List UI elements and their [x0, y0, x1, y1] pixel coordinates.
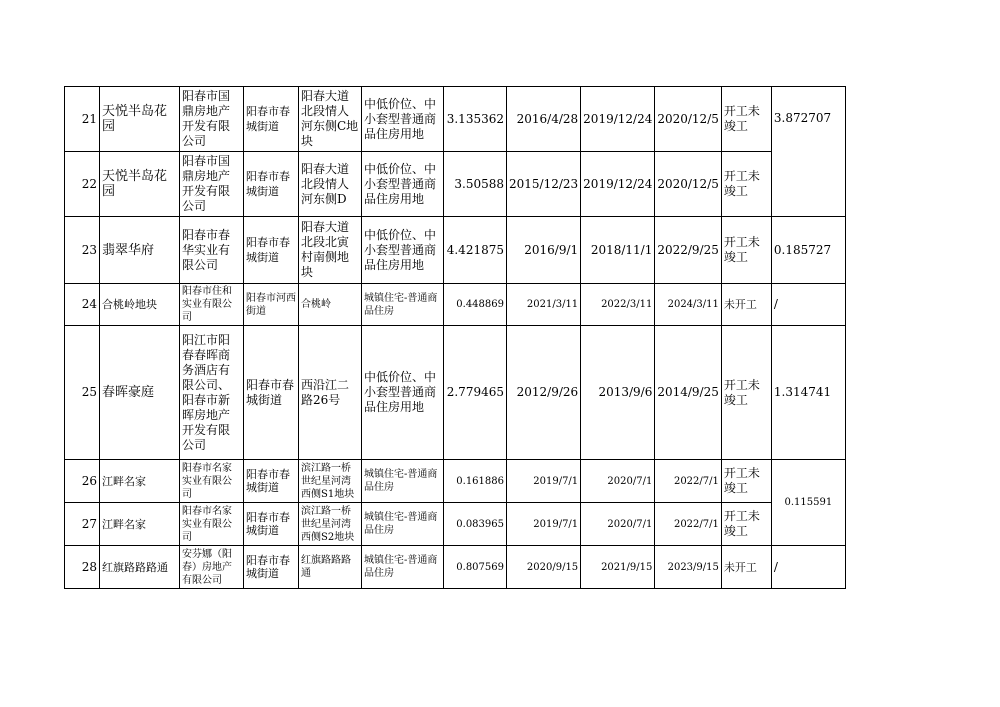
land-use: 城镇住宅-普通商品住房 [362, 503, 444, 546]
street-name: 阳春市河西街道 [244, 284, 299, 326]
project-name: 春晖豪庭 [100, 326, 180, 460]
completion-date: 2020/12/5 [655, 87, 722, 152]
land-location: 西沿江二路26号 [299, 326, 362, 460]
street-name: 阳春市春城街道 [244, 460, 299, 503]
completion-date: 2014/9/25 [655, 326, 722, 460]
land-use: 中低价位、中小套型普通商品住房用地 [362, 326, 444, 460]
completion-date: 2023/9/15 [655, 546, 722, 589]
land-area: 3.50588 [444, 152, 507, 217]
company-name: 阳春市国鼎房地产开发有限公司 [180, 152, 244, 217]
start-date: 2020/7/1 [581, 460, 655, 503]
build-status: 开工未竣工 [721, 326, 771, 460]
completion-date: 2022/7/1 [655, 460, 722, 503]
build-status: 开工未竣工 [721, 503, 771, 546]
remaining-area: / [771, 546, 845, 589]
table-row [65, 217, 846, 284]
project-name: 翡翠华府 [100, 217, 180, 284]
start-date: 2021/9/15 [581, 546, 655, 589]
street-name: 阳春市春城街道 [244, 152, 299, 217]
transfer-date: 2020/9/15 [507, 546, 581, 589]
remaining-area: / [771, 284, 845, 326]
row-number: 23 [65, 217, 100, 284]
street-name: 阳春市春城街道 [244, 326, 299, 460]
street-name: 阳春市春城街道 [244, 87, 299, 152]
completion-date: 2022/9/25 [655, 217, 722, 284]
transfer-date: 2019/7/1 [507, 460, 581, 503]
land-use: 城镇住宅-普通商品住房 [362, 284, 444, 326]
land-location: 红旗路路路通 [299, 546, 362, 589]
start-date: 2019/12/24 [581, 87, 655, 152]
land-supply-table [64, 86, 846, 589]
build-status: 开工未竣工 [721, 152, 771, 217]
project-name: 江畔名家 [100, 460, 180, 503]
transfer-date: 2015/12/23 [507, 152, 581, 217]
table-row [65, 546, 846, 589]
transfer-date: 2021/3/11 [507, 284, 581, 326]
project-name: 江畔名家 [100, 503, 180, 546]
company-name: 阳春市国鼎房地产开发有限公司 [180, 87, 244, 152]
land-area: 0.807569 [444, 546, 507, 589]
row-number: 21 [65, 87, 100, 152]
project-name: 天悦半岛花园 [100, 152, 180, 217]
start-date: 2018/11/1 [581, 217, 655, 284]
completion-date: 2024/3/11 [655, 284, 722, 326]
street-name: 阳春市春城街道 [244, 546, 299, 589]
project-name: 红旗路路路通 [100, 546, 180, 589]
land-location: 合桃岭 [299, 284, 362, 326]
table-row [65, 284, 846, 326]
land-table-page [64, 86, 846, 589]
row-number: 27 [65, 503, 100, 546]
land-use: 中低价位、中小套型普通商品住房用地 [362, 217, 444, 284]
land-area: 0.161886 [444, 460, 507, 503]
remaining-area: 0.115591 [771, 460, 845, 546]
land-location: 滨江路一桥世纪星河湾西侧S1地块 [299, 460, 362, 503]
land-location: 阳春大道北段情人河东侧D [299, 152, 362, 217]
land-area: 3.135362 [444, 87, 507, 152]
project-name: 合桃岭地块 [100, 284, 180, 326]
remaining-area: 3.872707 [771, 87, 845, 217]
land-area: 0.083965 [444, 503, 507, 546]
company-name: 安芬娜（阳春）房地产有限公司 [180, 546, 244, 589]
land-area: 2.779465 [444, 326, 507, 460]
land-use: 中低价位、中小套型普通商品住房用地 [362, 87, 444, 152]
transfer-date: 2012/9/26 [507, 326, 581, 460]
row-number: 28 [65, 546, 100, 589]
land-location: 滨江路一桥世纪星河湾西侧S2地块 [299, 503, 362, 546]
land-area: 4.421875 [444, 217, 507, 284]
table-row [65, 87, 846, 152]
land-location: 阳春大道北段情人河东侧C地块 [299, 87, 362, 152]
build-status: 未开工 [721, 546, 771, 589]
start-date: 2020/7/1 [581, 503, 655, 546]
street-name: 阳春市春城街道 [244, 217, 299, 284]
start-date: 2013/9/6 [581, 326, 655, 460]
company-name: 阳春市名家实业有限公司 [180, 503, 244, 546]
row-number: 25 [65, 326, 100, 460]
company-name: 阳春市住和实业有限公司 [180, 284, 244, 326]
table-row [65, 152, 846, 217]
company-name: 阳江市阳春春晖商务酒店有限公司、阳春市新晖房地产开发有限公司 [180, 326, 244, 460]
completion-date: 2022/7/1 [655, 503, 722, 546]
table-row [65, 460, 846, 503]
transfer-date: 2019/7/1 [507, 503, 581, 546]
row-number: 24 [65, 284, 100, 326]
project-name: 天悦半岛花园 [100, 87, 180, 152]
table-row [65, 503, 846, 546]
build-status: 开工未竣工 [721, 460, 771, 503]
start-date: 2019/12/24 [581, 152, 655, 217]
land-use: 城镇住宅-普通商品住房 [362, 460, 444, 503]
start-date: 2022/3/11 [581, 284, 655, 326]
transfer-date: 2016/4/28 [507, 87, 581, 152]
street-name: 阳春市春城街道 [244, 503, 299, 546]
row-number: 26 [65, 460, 100, 503]
build-status: 开工未竣工 [721, 87, 771, 152]
land-location: 阳春大道北段北寅村南侧地块 [299, 217, 362, 284]
transfer-date: 2016/9/1 [507, 217, 581, 284]
land-use: 中低价位、中小套型普通商品住房用地 [362, 152, 444, 217]
build-status: 未开工 [721, 284, 771, 326]
table-row [65, 326, 846, 460]
remaining-area: 1.314741 [771, 326, 845, 460]
land-use: 城镇住宅-普通商品住房 [362, 546, 444, 589]
land-area: 0.448869 [444, 284, 507, 326]
company-name: 阳春市名家实业有限公司 [180, 460, 244, 503]
completion-date: 2020/12/5 [655, 152, 722, 217]
build-status: 开工未竣工 [721, 217, 771, 284]
row-number: 22 [65, 152, 100, 217]
remaining-area: 0.185727 [771, 217, 845, 284]
company-name: 阳春市春华实业有限公司 [180, 217, 244, 284]
